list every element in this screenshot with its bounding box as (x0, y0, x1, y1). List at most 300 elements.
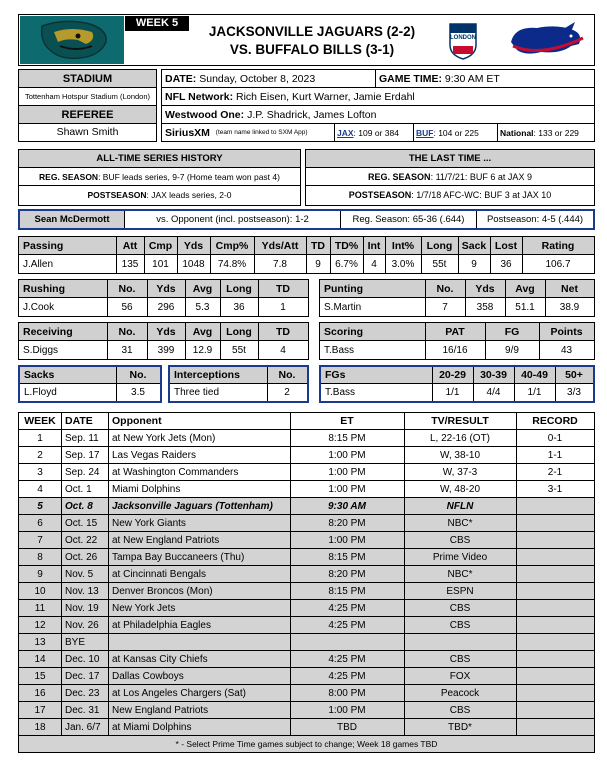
schedule-cell: NBC* (447, 517, 473, 529)
schedule-cell: 12 (34, 619, 46, 631)
buffalo-icon (491, 16, 594, 64)
schedule-cell: Nov. 26 (65, 619, 99, 631)
schedule-header-cell: DATE (65, 415, 93, 427)
receiving-header: Long (226, 325, 252, 338)
receiving-header: Avg (192, 325, 213, 338)
schedule-cell: at Washington Commanders (112, 466, 239, 478)
network-value: Rich Eisen, Kurt Warner, Jamie Erdahl (235, 90, 415, 103)
schedule-cell: 6 (37, 517, 43, 529)
scoring-box (319, 322, 595, 360)
passing-header-row (19, 237, 594, 255)
schedule-cell: 15 (34, 670, 46, 682)
rushing-values-row (19, 298, 308, 316)
receiving-header: Receiving (23, 325, 73, 338)
schedule-cell: at Philadelphia Eagles (112, 619, 211, 631)
schedule-row (19, 719, 594, 736)
matchup-title-line2: VS. BUFFALO BILLS (3-1) (229, 42, 395, 57)
series-reg-label: REG. SEASON (39, 172, 99, 182)
schedule-cell: 2 (37, 449, 43, 461)
buf-channel-link[interactable]: BUF (416, 127, 434, 138)
scoring-header: PAT (445, 325, 465, 338)
schedule-row (19, 600, 594, 617)
punting-cell: 7 (442, 301, 448, 313)
coach-vs-opponent (125, 211, 340, 228)
rushing-cell: 296 (157, 301, 175, 313)
schedule-cell: 11 (34, 602, 46, 614)
receiving-header: No. (118, 325, 136, 338)
last-time-post (306, 186, 594, 205)
jaguars-logo (20, 16, 124, 64)
fgs-cell: T.Bass (325, 387, 356, 398)
schedule-cell: Oct. 26 (65, 551, 98, 563)
punting-header: Yds (475, 282, 495, 295)
schedule-row (19, 430, 594, 447)
punting-cell: 51.1 (515, 301, 535, 313)
rushing-cell: 56 (121, 301, 133, 313)
passing-cell: 135 (121, 258, 139, 270)
schedule-cell: New York Giants (112, 517, 186, 529)
schedule-cell: 4:25 PM (328, 602, 366, 614)
schedule-cell: 9 (37, 568, 43, 580)
interceptions-values-row (170, 384, 307, 401)
date-label: DATE: (165, 72, 197, 85)
nfl-shield-icon (445, 21, 481, 61)
punting-header: Avg (515, 282, 535, 295)
schedule-cell: 9:30 AM (328, 500, 366, 512)
fgs-header: 50+ (565, 369, 583, 381)
passing-cell: 4 (371, 258, 377, 270)
schedule-cell: 1 (37, 432, 43, 444)
referee-label: REFEREE (19, 106, 156, 124)
passing-cell: 6.7% (335, 258, 358, 270)
game-time (379, 70, 593, 87)
schedule-footnote: * - Select Prime Time games subject to change; Week 18 games TBD (175, 739, 438, 749)
punting-cell: 358 (476, 301, 494, 313)
schedule-header-cell: Opponent (112, 415, 162, 427)
schedule-cell: 1-1 (547, 449, 563, 461)
schedule-row (19, 566, 594, 583)
punting-header-row (320, 280, 594, 298)
bills-logo (491, 16, 594, 64)
fgs-header-row (321, 367, 593, 384)
fgs-header: 20-29 (439, 369, 466, 381)
schedule-cell (516, 515, 594, 531)
schedule-cell: 1:00 PM (328, 483, 366, 495)
schedule-cell: 1:00 PM (328, 534, 366, 546)
national-value: : 133 or 229 (533, 127, 579, 138)
jax-channel-value: : 109 or 384 (353, 127, 399, 138)
rushing-header: Long (226, 282, 252, 295)
schedule-cell: 0-1 (547, 432, 563, 444)
passing-header: Long (426, 239, 453, 252)
sacks-header-row (20, 367, 160, 384)
schedule-table (18, 412, 595, 753)
interceptions-header: No. (278, 369, 296, 381)
schedule-cell: Sep. 24 (65, 466, 100, 478)
rushing-header: Yds (156, 282, 176, 295)
rushing-cell: 1 (280, 301, 286, 313)
receiving-header: TD (276, 325, 290, 338)
punting-header: Net (561, 282, 578, 295)
schedule-cell (516, 651, 594, 667)
schedule-cell (516, 685, 594, 701)
passing-cell: 7.8 (273, 258, 287, 270)
schedule-cell: 1:00 PM (328, 449, 366, 461)
schedule-cell: at Miami Dolphins (112, 721, 192, 733)
last-time-post-label: POSTSEASON (348, 190, 412, 200)
schedule-cell: Sep. 11 (65, 432, 99, 444)
punting-cell: 38.9 (559, 301, 580, 313)
rushing-header: Rushing (23, 282, 65, 295)
interceptions-box (168, 365, 309, 403)
fgs-header: 40-49 (521, 369, 548, 381)
schedule-header-cell: ET (340, 415, 354, 427)
last-time-title: THE LAST TIME ... (306, 150, 594, 168)
schedule-cell (516, 702, 594, 718)
schedule-cell (516, 549, 594, 565)
schedule-cell: at Los Angeles Chargers (Sat) (112, 687, 246, 699)
punting-values-row (320, 298, 594, 316)
week-label: WEEK 5 (125, 16, 189, 31)
sacks-cell: 3.5 (131, 387, 145, 398)
schedule-cell: Dec. 23 (65, 687, 100, 699)
schedule-cell: 8:20 PM (328, 568, 366, 580)
schedule-cell: CBS (449, 534, 471, 546)
schedule-cell: Dec. 17 (65, 670, 100, 682)
scoring-header: FG (504, 325, 520, 338)
schedule-cell: 3-1 (547, 483, 563, 495)
schedule-cell: Sep. 17 (65, 449, 100, 461)
schedule-cell: NFLN (446, 500, 474, 512)
schedule-cell: New York Jets (112, 602, 176, 614)
schedule-cell (516, 600, 594, 616)
schedule-cell: Prime Video (432, 551, 488, 563)
schedule-cell: 8:15 PM (328, 585, 366, 597)
fgs-values-row (321, 384, 593, 401)
schedule-cell: 2-1 (547, 466, 563, 478)
coach-reg-season (341, 211, 476, 228)
schedule-cell: 7 (37, 534, 43, 546)
referee-value: Shawn Smith (56, 126, 119, 138)
schedule-cell: 3 (37, 466, 43, 478)
schedule-header-cell: RECORD (532, 415, 578, 427)
passing-header: TD% (334, 239, 359, 252)
last-time-post-value: : 1/7/18 AFC-WC: BUF 3 at JAX 10 (411, 190, 552, 200)
schedule-cell: Tampa Bay Buccaneers (Thu) (112, 551, 245, 563)
scoring-header: Scoring (324, 325, 364, 338)
coach-postseason (477, 211, 593, 228)
fgs-cell: 1/1 (527, 387, 542, 398)
schedule-cell: at Cincinnati Bengals (112, 568, 206, 580)
schedule-cell (516, 498, 594, 514)
coach-record-box (18, 209, 595, 230)
schedule-cell: 17 (34, 704, 46, 716)
schedule-cell: FOX (449, 670, 471, 682)
schedule-cell: CBS (449, 602, 471, 614)
schedule-cell: Dec. 10 (65, 653, 100, 665)
schedule-cell: Oct. 15 (65, 517, 98, 529)
rushing-cell: 5.3 (195, 301, 210, 313)
schedule-cell (516, 617, 594, 633)
scoring-values-row (320, 341, 594, 359)
schedule-cell: CBS (449, 704, 471, 716)
time-label: GAME TIME: (379, 72, 442, 85)
schedule-row (19, 583, 594, 600)
series-reg (19, 168, 300, 186)
schedule-cell: L, 22-16 (OT) (429, 432, 491, 444)
scoring-cell: 16/16 (442, 344, 468, 356)
passing-header: Passing (23, 239, 64, 252)
schedule-cell (516, 634, 594, 650)
schedule-cell: New England Patriots (112, 704, 209, 716)
schedule-row (19, 702, 594, 719)
schedule-row (19, 549, 594, 566)
schedule-cell: 8:20 PM (328, 517, 366, 529)
last-time-reg-label: REG. SEASON (368, 172, 431, 182)
schedule-row (19, 447, 594, 464)
last-time-box (305, 149, 595, 206)
schedule-cell: ESPN (446, 585, 474, 597)
interceptions-header-row (170, 367, 307, 384)
schedule-cell: 4:25 PM (328, 653, 366, 665)
receiving-values-row (19, 341, 308, 359)
schedule-row (19, 481, 594, 498)
schedule-cell: 8:15 PM (328, 551, 366, 563)
scoring-cell: 9/9 (505, 344, 519, 356)
stadium-referee-box (18, 69, 157, 142)
fgs-header: 30-39 (480, 369, 507, 381)
schedule-cell: 18 (34, 721, 46, 733)
passing-header: Sack (461, 239, 487, 252)
passing-header: Yds (183, 239, 204, 252)
series-title: ALL-TIME SERIES HISTORY (19, 150, 300, 168)
passing-values-row (19, 255, 594, 273)
schedule-row (19, 634, 594, 651)
passing-cell: J.Allen (23, 258, 54, 270)
jax-channel-link[interactable]: JAX (337, 127, 354, 138)
rushing-header: TD (276, 282, 290, 295)
receiving-cell: 12.9 (192, 344, 213, 356)
receiving-cell: 55t (232, 344, 246, 356)
stadium-label: STADIUM (19, 70, 156, 88)
schedule-cell (516, 566, 594, 582)
passing-cell: 36 (500, 258, 512, 270)
last-time-reg (306, 168, 594, 186)
national-label: National (500, 127, 534, 138)
schedule-cell: 8:15 PM (328, 432, 366, 444)
interceptions-header: Interceptions (174, 369, 240, 381)
rushing-header: Avg (192, 282, 213, 295)
fgs-cell: 1/1 (445, 387, 460, 398)
schedule-cell: at Kansas City Chiefs (112, 653, 208, 665)
passing-header: Int (367, 239, 381, 252)
rushing-header: No. (118, 282, 136, 295)
receiving-cell: 31 (121, 344, 133, 356)
schedule-cell: 8:00 PM (328, 687, 366, 699)
schedule-cell: CBS (449, 619, 471, 631)
schedule-cell (516, 668, 594, 684)
series-history-box (18, 149, 301, 206)
time-value: 9:30 AM ET (444, 72, 500, 85)
sacks-box (18, 365, 162, 403)
jax-channel (337, 124, 411, 141)
schedule-row (19, 498, 594, 515)
date-value: Sunday, October 8, 2023 (199, 72, 316, 85)
schedule-cell: TBD* (448, 721, 472, 733)
schedule-header-cell: WEEK (24, 415, 56, 427)
receiving-header-row (19, 323, 308, 341)
passing-header: Att (122, 239, 138, 252)
schedule-cell: 8 (37, 551, 43, 563)
passing-cell: 9 (315, 258, 321, 270)
fgs-cell: 4/4 (486, 387, 501, 398)
passing-header: Yds/Att (261, 239, 299, 252)
sacks-header: Sacks (24, 369, 55, 381)
scoring-header: Points (550, 325, 583, 338)
schedule-cell: 1:00 PM (328, 704, 366, 716)
game-date (165, 70, 375, 87)
schedule-cell: Nov. 19 (65, 602, 99, 614)
header (18, 14, 595, 66)
fgs-header: FGs (325, 369, 346, 381)
schedule-cell: Oct. 1 (65, 483, 92, 495)
rushing-cell: 36 (233, 301, 245, 313)
national-channel (500, 124, 594, 141)
schedule-cell: 16 (34, 687, 46, 699)
schedule-cell: Oct. 22 (65, 534, 98, 546)
series-post (19, 186, 300, 205)
radio-line (165, 106, 591, 123)
passing-header: TD (311, 239, 325, 252)
coach-post-value: 4-5 (.444) (541, 214, 584, 225)
coach-name: Sean McDermott (20, 211, 124, 228)
schedule-cell: Miami Dolphins (112, 483, 181, 495)
schedule-cell (516, 583, 594, 599)
schedule-cell: W, 37-3 (442, 466, 478, 478)
passing-cell: 74.8% (217, 258, 247, 270)
schedule-row (19, 532, 594, 549)
radio-label: Westwood One: (165, 108, 245, 121)
punting-header: No. (436, 282, 454, 295)
rushing-cell: J.Cook (23, 301, 55, 313)
passing-header: Cmp% (215, 239, 249, 252)
schedule-cell: TBD (337, 721, 357, 733)
siriusxm-line (165, 124, 333, 141)
schedule-cell: Denver Broncos (Mon) (112, 585, 213, 597)
schedule-cell: Jan. 6/7 (65, 721, 101, 733)
schedule-cell (516, 719, 594, 735)
schedule-cell: Oct. 8 (65, 500, 93, 512)
rushing-box (18, 279, 309, 317)
matchup-title-line1: JACKSONVILLE JAGUARS (2-2) (208, 24, 416, 39)
schedule-cell: W, 38-10 (439, 449, 481, 461)
scoring-header-row (320, 323, 594, 341)
schedule-cell: NBC* (447, 568, 473, 580)
fgs-cell: 3/3 (567, 387, 581, 398)
nfl-network-line (165, 88, 591, 105)
coach-post-label: Postseason: (486, 214, 540, 225)
passing-cell: 101 (152, 258, 169, 270)
sacks-values-row (20, 384, 160, 401)
broadcast-box (161, 69, 595, 142)
punting-cell: S.Martin (324, 301, 362, 313)
interceptions-cell: 2 (284, 387, 290, 398)
sacks-header: No. (129, 369, 147, 381)
series-reg-value: : BUF leads series, 9-7 (Home team won past 4) (98, 172, 280, 182)
schedule-row (19, 651, 594, 668)
sirius-label: SiriusXM (165, 126, 210, 139)
receiving-cell: 399 (157, 344, 175, 356)
stadium-value: Tottenham Hotspur Stadium (London) (19, 88, 156, 106)
nfl-london-badge (445, 21, 481, 61)
passing-header: Lost (494, 239, 518, 252)
schedule-row (19, 464, 594, 481)
schedule-cell: Las Vegas Raiders (112, 449, 196, 461)
passing-box (18, 236, 595, 274)
schedule-cell: Dallas Cowboys (112, 670, 184, 682)
sirius-note: (team name linked to SXM App) (215, 129, 308, 136)
scoring-cell: T.Bass (324, 344, 355, 356)
schedule-cell (108, 634, 290, 650)
schedule-cell: 13 (34, 636, 46, 648)
passing-header: Rating (541, 239, 575, 252)
schedule-cell: 5 (37, 500, 43, 512)
fgs-box (319, 365, 595, 403)
schedule-cell (290, 634, 404, 650)
schedule-cell: CBS (449, 653, 471, 665)
last-time-reg-value: : 11/7/21: BUF 6 at JAX 9 (430, 172, 532, 182)
network-label: NFL Network: (165, 90, 234, 103)
schedule-cell: 14 (34, 653, 46, 665)
schedule-cell: 4 (37, 483, 43, 495)
schedule-cell: 1:00 PM (328, 466, 366, 478)
rushing-header-row (19, 280, 308, 298)
coach-reg-value: 65-36 (.644) (412, 214, 465, 225)
schedule-row (19, 668, 594, 685)
schedule-cell: 4:25 PM (328, 670, 366, 682)
schedule-cell: Nov. 13 (65, 585, 99, 597)
passing-cell: 3.0% (391, 258, 415, 270)
schedule-cell: at New York Jets (Mon) (112, 432, 216, 444)
schedule-row (19, 515, 594, 532)
schedule-cell: Peacock (440, 687, 480, 699)
punting-header: Punting (324, 282, 364, 295)
passing-cell: 9 (471, 258, 477, 270)
jaguar-head-icon (20, 16, 124, 64)
schedule-cell: 10 (34, 585, 46, 597)
passing-cell: 1048 (182, 258, 205, 270)
sacks-cell: L.Floyd (24, 387, 57, 398)
passing-cell: 55t (432, 258, 447, 270)
passing-cell: 106.7 (545, 258, 571, 270)
schedule-cell: W, 48-20 (439, 483, 481, 495)
buf-channel-value: : 104 or 225 (433, 127, 479, 138)
receiving-header: Yds (156, 325, 176, 338)
schedule-header-cell: TV/RESULT (431, 415, 489, 427)
coach-vs-value: 1-2 (295, 214, 309, 225)
schedule-cell (404, 634, 516, 650)
punting-box (319, 279, 595, 317)
receiving-box (18, 322, 309, 360)
schedule-cell: Jacksonville Jaguars (Tottenham) (112, 500, 273, 512)
receiving-cell: S.Diggs (23, 344, 59, 356)
schedule-header-row (19, 413, 594, 430)
schedule-cell: Dec. 31 (65, 704, 100, 716)
schedule-row (19, 685, 594, 702)
coach-reg-label: Reg. Season: (352, 214, 411, 225)
schedule-cell (516, 532, 594, 548)
schedule-cell: 4:25 PM (328, 619, 366, 631)
